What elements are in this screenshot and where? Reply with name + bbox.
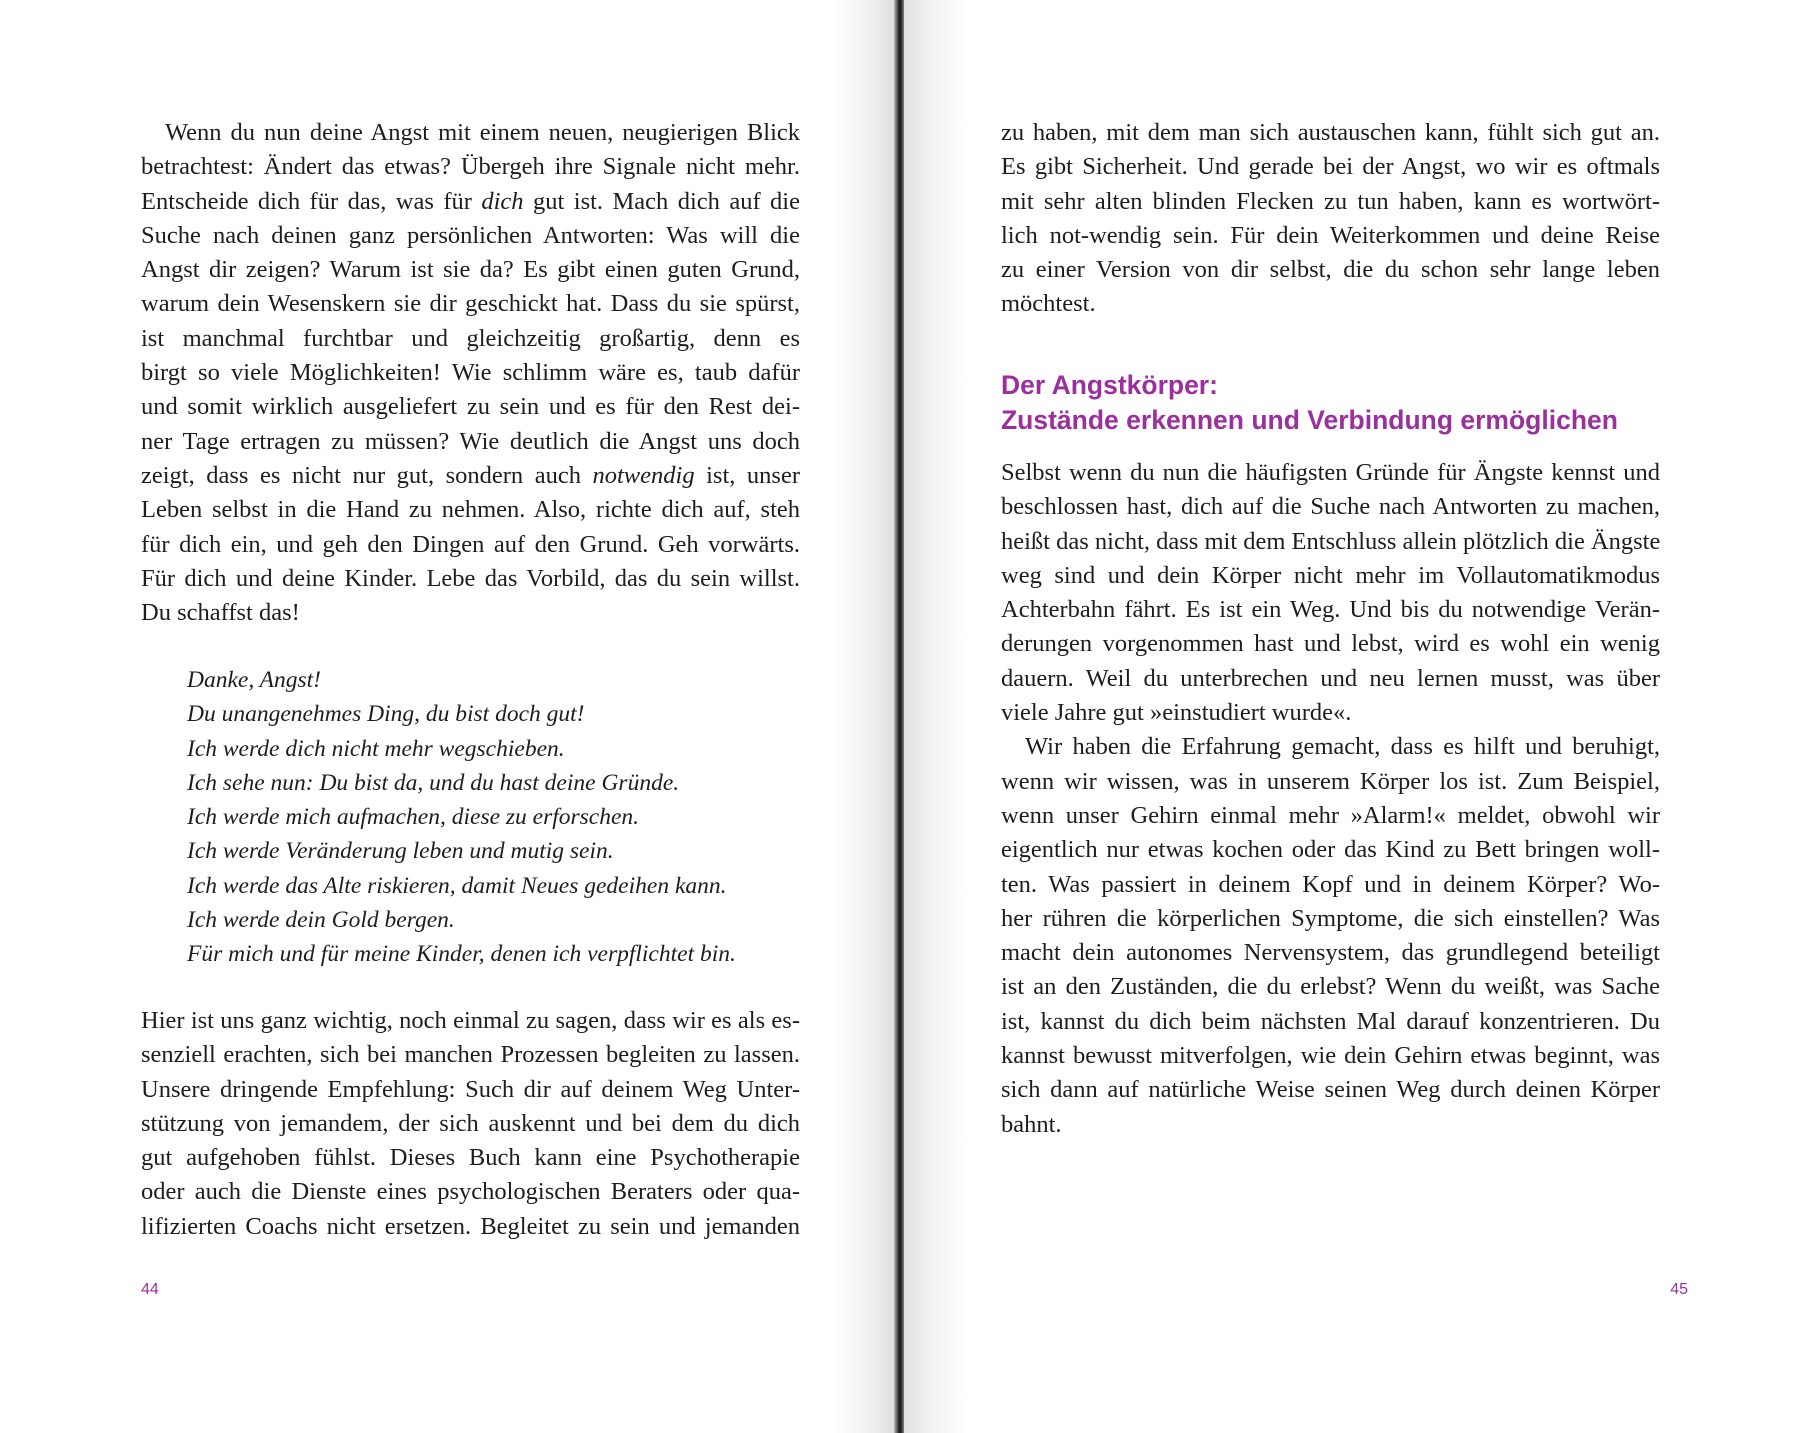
text-line: ten. Was passiert in deinem Kopf und in deinem Körper? Wo- [1001,870,1660,898]
text-line: mit sehr alten blinden Flecken zu tun haben, kann es wortwört- [1001,187,1660,215]
text-line: gut aufgehoben fühlst. Dieses Buch kann eine Psychotherapie [141,1144,800,1172]
text-line: senziell erachten, sich bei manchen Prozessen begleiten zu lassen. [141,1041,800,1069]
verse-line: Ich werde das Alte riskieren, damit Neues gedeihen kann. [187,872,727,899]
verse-line: Du unangenehmes Ding, du bist doch gut! [187,701,585,728]
verse-line: Danke, Angst! [187,667,322,693]
text-line: stützung von jemandem, der sich auskennt und bei dem du dich [141,1109,800,1137]
text-line: ist an den Zuständen, die du erlebst? Wenn du weißt, was Sache [1001,973,1660,1001]
text-line: sich dann auf natürliche Weise seinen Weg durch deinen Körper [1001,1076,1660,1104]
text-line: wenn unser Gehirn einmal mehr »Alarm!« meldet, obwohl wir [1001,801,1660,829]
text-line: wenn wir wissen, was in unserem Körper los ist. Zum Beispiel, [1001,767,1660,795]
right-paragraph-1 [1001,116,1660,322]
verse-line: Für mich und für meine Kinder, denen ich verpflichtet bin. [187,941,736,968]
emphasis-dich: dich [481,187,524,215]
text-line: warum dein Wesenskern sie dir geschickt hat. Dass du sie spürst, [141,290,800,318]
text-line: Entscheide dich für das, was für dich gut ist. Mach dich auf die [141,187,800,215]
text-line: Wenn du nun deine Angst mit einem neuen, neugierigen Blick [165,119,800,146]
verse-line: Ich werde dein Gold bergen. [187,907,455,934]
text-line: Es gibt Sicherheit. Und gerade bei der Angst, wo wir es oftmals [1001,153,1660,181]
text-line: ist, kannst du dich beim nächsten Mal darauf konzentrieren. Du [1001,1007,1660,1035]
text-line: Für dich und deine Kinder. Lebe das Vorbild, das du sein willst. [141,564,800,592]
text-line: eigentlich nur etwas kochen oder das Kind zu Bett bringen woll- [1001,836,1660,864]
text-line: Suche nach deinen ganz persönlichen Antworten: Was will die [141,221,800,249]
text-line: bahnt. [1001,1110,1062,1138]
text-line: zeigt, dass es nicht nur gut, sondern auch notwendig ist, unser [141,461,800,489]
text-line: ist manchmal furchtbar und gleichzeitig großartig, denn es [141,324,800,352]
text-line: oder auch die Dienste eines psychologischen Beraters oder qua- [141,1178,800,1206]
page-number-left: 44 [141,1281,159,1298]
heading-line-1: Der Angstkörper: [1001,370,1218,400]
text-line: lich not-wendig sein. Für dein Weiterkommen und deine Reise [1001,221,1660,249]
text-line: beschlossen hast, dich auf die Suche nach Antworten zu machen, [1001,493,1660,521]
text-line: heißt das nicht, dass mit dem Entschluss allein plötzlich die Ängste [1001,527,1661,555]
heading-line-2: Zustände erkennen und Verbindung ermöglichen [1001,404,1618,435]
emphasis-notwendig: notwendig [592,461,695,489]
text-line: birgt so viele Möglichkeiten! Wie schlimm wäre es, taub dafür [141,359,800,387]
page-number-right: 45 [1670,1281,1688,1298]
text-line: her rühren die körperlichen Symptome, die sich einstellen? Was [1001,904,1660,932]
text-line: derungen vorgenommen hast und lebst, wird es wohl ein wenig [1001,630,1660,658]
text-line: kannst bewusst mitverfolgen, wie dein Gehirn etwas beginnt, was [1001,1042,1660,1070]
verse-line: Ich werde mich aufmachen, diese zu erforschen. [187,804,640,831]
text-line: weg sind und dein Körper nicht mehr im Vollautomatikmodus [1001,561,1660,589]
text-line: zu haben, mit dem man sich austauschen kann, fühlt sich gut an. [1001,119,1660,146]
text-line: viele Jahre gut »einstudiert wurde«. [1001,699,1352,727]
text-line: Wir haben die Erfahrung gemacht, dass es hilft und beruhigt, [1025,733,1660,761]
text-line: Leben selbst in die Hand zu nehmen. Also, richte dich auf, steh [141,496,800,524]
right-paragraph-2 [1001,456,1660,1142]
text-line: Du schaffst das! [141,599,300,627]
left-paragraph-1 [141,116,800,630]
section-heading [1001,368,1618,437]
text-line: lifizierten Coachs nicht ersetzen. Begleitet zu sein und jemanden [141,1212,800,1240]
verse-line: Ich werde dich nicht mehr wegschieben. [187,735,565,762]
text-line: Angst dir zeigen? Warum ist sie da? Es gibt einen guten Grund, [141,256,800,284]
text-line: zu einer Version von dir selbst, die du schon sehr lange leben [1001,256,1660,284]
verse-line: Ich sehe nun: Du bist da, und du hast deine Gründe. [187,769,680,796]
text-line: und somit wirklich ausgeliefert zu sein und es für den Rest dei- [141,393,800,421]
text-line: für dich ein, und geh den Dingen auf den Grund. Geh vorwärts. [141,530,800,558]
text-line: Selbst wenn du nun die häufigsten Gründe für Ängste kennst und [1001,459,1660,486]
text-line: Hier ist uns ganz wichtig, noch einmal zu sagen, dass wir es als es- [141,1007,800,1034]
text-line: dauern. Weil du unterbrechen und neu lernen musst, was über [1001,664,1660,692]
right-page [904,0,1800,1433]
text-line: ner Tage ertragen zu müssen? Wie deutlich die Angst uns doch [141,427,800,455]
text-line: Achterbahn fährt. Es ist ein Weg. Und bis du notwendige Verän- [1001,596,1660,624]
text-line: Unsere dringende Empfehlung: Such dir auf deinem Weg Unter- [141,1075,800,1103]
left-page [0,0,896,1433]
verse-block [187,663,736,972]
text-line: betrachtest: Ändert das etwas? Übergeh ihre Signale nicht mehr. [141,153,800,181]
text-line: macht dein autonomes Nervensystem, das grundlegend beteiligt [1001,939,1660,967]
verse-line: Ich werde Veränderung leben und mutig sein. [187,838,614,865]
text-line: möchtest. [1001,290,1096,318]
left-paragraph-2 [141,1004,800,1244]
